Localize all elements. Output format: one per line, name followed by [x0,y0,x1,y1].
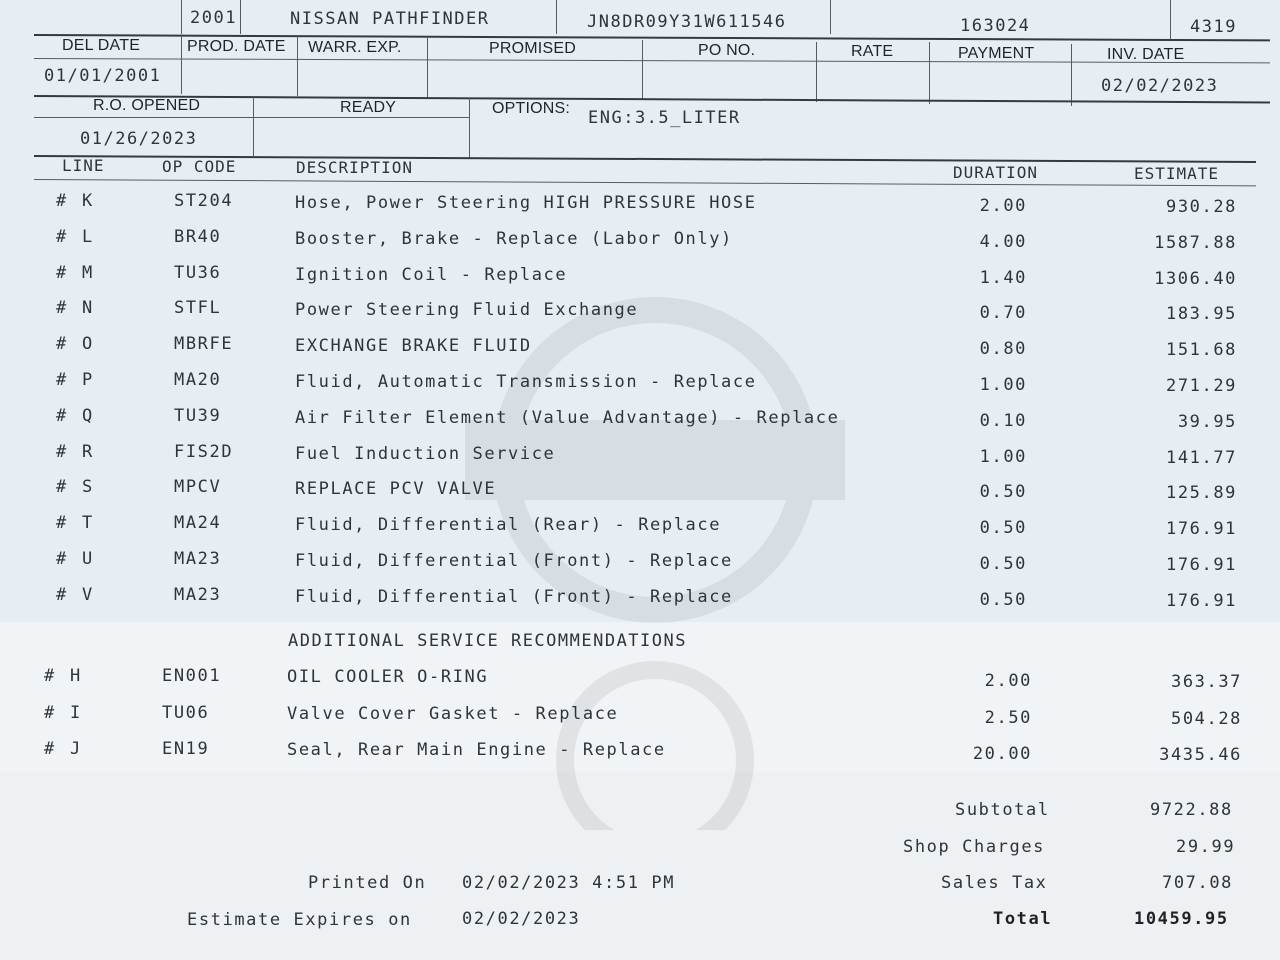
printed-on-value: 02/02/2023 4:51 PM [462,873,676,893]
line-estimate: 141.77 [1165,447,1237,468]
op-code: STFL [174,298,222,319]
line-estimate: 1306.40 [1154,268,1237,289]
line-hash: # [56,226,68,247]
line-hash: # [56,191,68,211]
line-letter: U [82,549,94,569]
line-description: REPLACE PCV VALVE [295,479,497,500]
divider [181,36,182,94]
line-item-row [0,406,1280,442]
line-duration: 0.70 [979,303,1027,324]
divider [469,98,470,158]
line-letter: L [82,226,94,247]
col-duration: DURATION [953,163,1039,182]
value-inv-date: 02/02/2023 [1101,76,1219,96]
vehicle-vin: JN8DR09Y31W611546 [587,12,787,32]
line-estimate: 504.28 [1170,708,1242,729]
line-estimate: 39.95 [1177,411,1237,432]
line-item-row [0,585,1280,621]
line-item-row [0,477,1280,513]
line-description: Fluid, Differential (Rear) - Replace [295,515,722,536]
line-duration: 1.00 [979,375,1027,395]
label-rate: RATE [851,43,894,60]
op-code: TU06 [162,702,210,723]
line-duration: 2.00 [984,671,1032,691]
line-hash: # [56,549,68,569]
col-description: DESCRIPTION [296,158,413,177]
col-line: LINE [62,156,105,175]
value-del-date: 01/01/2001 [44,66,162,86]
line-letter: J [70,739,82,759]
line-hash: # [56,477,68,498]
line-estimate: 183.95 [1165,304,1237,325]
line-hash: # [44,702,56,723]
line-duration: 0.10 [979,410,1027,431]
op-code: MA23 [174,549,222,569]
expires-value: 02/02/2023 [462,909,581,929]
line-letter: H [70,666,82,686]
divider [181,0,182,34]
line-item-row [0,442,1280,478]
label-options: OPTIONS: [492,100,571,117]
line-item-row [0,513,1280,549]
expires-label: Estimate Expires on [187,910,412,930]
line-item-row [0,298,1280,334]
total-value: 10459.95 [1134,909,1229,929]
line-estimate: 3435.46 [1159,745,1242,765]
vehicle-number: 4319 [1190,17,1237,37]
divider [253,96,254,156]
rule [34,117,470,118]
col-op-code: OP CODE [162,157,237,176]
line-item-row [0,227,1280,263]
line-item-row [0,370,1280,406]
col-estimate: ESTIMATE [1134,164,1220,183]
line-hash: # [56,441,68,462]
op-code: MA23 [174,584,222,605]
divider [830,0,831,34]
vehicle-year: 2001 [190,8,237,28]
line-duration: 0.50 [979,554,1027,574]
additional-item-row [0,739,1280,775]
line-duration: 2.50 [984,707,1032,728]
shop-charges-label: Shop Charges [903,837,1046,857]
line-hash: # [56,584,68,605]
value-options: ENG:3.5_LITER [588,108,741,128]
line-item-row [0,263,1280,299]
line-description: Air Filter Element (Value Advantage) - Replace [295,407,840,428]
line-description: Hose, Power Steering HIGH PRESSURE HOSE [295,193,757,213]
line-estimate: 176.91 [1165,519,1237,540]
line-estimate: 271.29 [1165,376,1237,396]
line-item-row [0,334,1280,370]
line-estimate: 151.68 [1165,340,1237,361]
divider [1170,0,1171,40]
total-label: Total [993,909,1053,929]
op-code: MA24 [174,513,222,534]
line-estimate: 1587.88 [1154,232,1237,253]
vehicle-mileage: 163024 [960,16,1031,36]
line-duration: 20.00 [972,744,1032,764]
line-hash: # [44,666,56,686]
divider [556,0,557,34]
label-prod-date: PROD. DATE [187,38,286,55]
line-duration: 0.80 [979,339,1027,360]
op-code: EN001 [162,666,222,686]
line-estimate: 176.91 [1165,590,1237,611]
line-letter: V [82,584,94,605]
line-estimate: 363.37 [1170,672,1242,692]
op-code: MBRFE [174,334,234,355]
line-letter: K [82,191,94,211]
line-estimate: 176.91 [1165,555,1237,575]
line-duration: 1.40 [979,267,1027,288]
subtotal-value: 9722.88 [1150,800,1233,820]
printed-on-label: Printed On [308,873,427,893]
divider [642,40,643,100]
line-duration: 4.00 [979,231,1027,252]
divider [929,42,930,104]
label-payment: PAYMENT [958,45,1035,62]
line-description: Fluid, Automatic Transmission - Replace [295,372,757,392]
line-letter: M [82,262,94,283]
line-description: Ignition Coil - Replace [295,264,568,285]
line-letter: P [82,370,94,390]
divider [816,42,817,102]
divider [427,38,428,98]
label-ready: READY [340,99,397,116]
label-po-no: PO NO. [698,42,756,59]
line-hash: # [44,739,56,759]
line-hash: # [56,513,68,534]
line-description: Power Steering Fluid Exchange [295,300,639,321]
op-code: TU36 [174,262,222,283]
label-inv-date: INV. DATE [1107,46,1185,63]
divider [297,36,298,96]
line-letter: I [70,702,82,723]
additional-item-row [0,703,1280,739]
line-hash: # [56,298,68,319]
op-code: BR40 [174,226,222,247]
line-hash: # [56,405,68,426]
op-code: FIS2D [174,441,234,462]
line-description: EXCHANGE BRAKE FLUID [295,336,532,357]
line-estimate: 125.89 [1165,483,1237,504]
line-description: Fluid, Differential (Front) - Replace [295,586,733,607]
line-description: Valve Cover Gasket - Replace [287,703,619,724]
divider [1071,44,1072,106]
op-code: TU39 [174,405,222,426]
line-duration: 0.50 [979,482,1027,503]
line-duration: 0.50 [979,589,1027,610]
line-estimate: 930.28 [1165,197,1237,217]
additional-item-row [0,666,1280,702]
line-hash: # [56,262,68,283]
line-item-row [0,549,1280,585]
line-duration: 1.00 [979,446,1027,467]
line-description: OIL COOLER O-RING [287,667,489,687]
subtotal-label: Subtotal [955,800,1050,820]
line-hash: # [56,334,68,355]
label-ro-opened: R.O. OPENED [93,97,201,114]
line-letter: R [82,441,94,462]
label-promised: PROMISED [489,40,576,57]
sales-tax-label: Sales Tax [941,873,1048,893]
line-duration: 0.50 [979,518,1027,539]
divider [240,0,241,34]
op-code: ST204 [174,191,234,211]
op-code: MPCV [174,477,222,498]
line-letter: S [82,477,94,498]
line-letter: Q [82,405,94,426]
op-code: EN19 [162,739,210,759]
line-description: Seal, Rear Main Engine - Replace [287,740,666,760]
line-description: Fuel Induction Service [295,443,556,464]
line-letter: O [82,334,94,355]
shop-charges-value: 29.99 [1176,837,1236,857]
label-warr-exp: WARR. EXP. [308,39,402,56]
op-code: MA20 [174,370,222,390]
line-description: Booster, Brake - Replace (Labor Only) [295,228,733,249]
sales-tax-value: 707.08 [1162,873,1234,893]
label-del-date: DEL DATE [62,37,141,54]
additional-heading: ADDITIONAL SERVICE RECOMMENDATIONS [288,631,687,651]
line-item-row [0,191,1280,227]
line-hash: # [56,370,68,390]
line-letter: N [82,298,94,319]
line-description: Fluid, Differential (Front) - Replace [295,551,733,571]
vehicle-model: NISSAN PATHFINDER [290,9,490,29]
line-letter: T [82,513,94,534]
line-duration: 2.00 [979,196,1027,216]
value-ro-opened: 01/26/2023 [80,129,198,149]
